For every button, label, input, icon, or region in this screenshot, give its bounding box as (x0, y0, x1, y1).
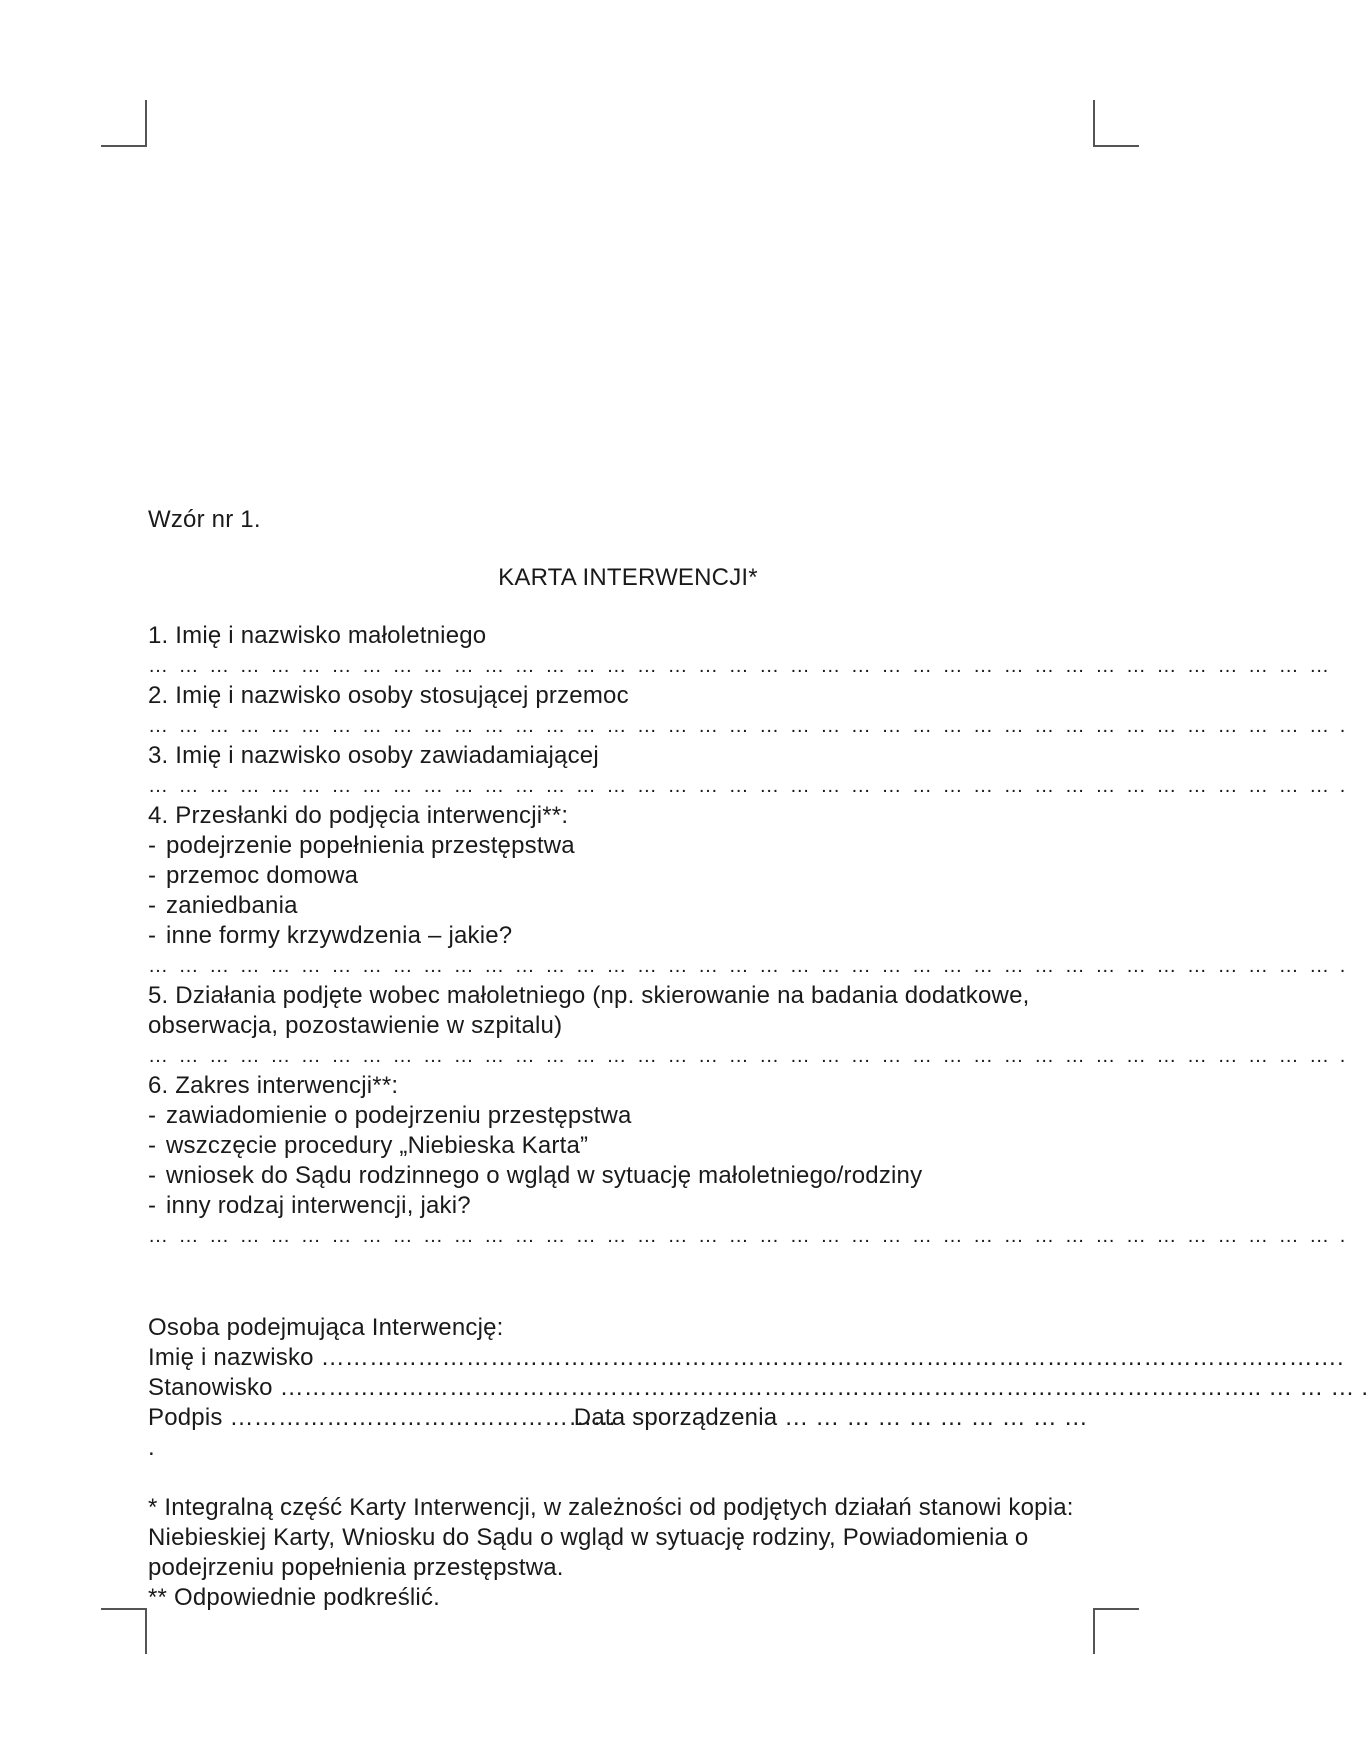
section-5-label: 5. Działania podjęte wobec małoletniego (np. skierowanie na badania dodatkowe, obserwacja, pozostawienie w szpitalu) (148, 982, 1030, 1039)
form-number: Wzór nr 1. (148, 506, 261, 533)
signature-name-label: Imię i nazwisko (148, 1344, 314, 1371)
section-4-label: 4. Przesłanki do podjęcia interwencji**: (148, 802, 569, 829)
signature-sign-field[interactable]: ………………………………………… (229, 1404, 617, 1431)
crop-mark-top-left-horizontal (101, 145, 147, 147)
section-6-option[interactable]: - wniosek do Sądu rodzinnego o wgląd w sytuację małoletniego/rodziny (148, 1162, 923, 1189)
signature-trailing-dot: . (148, 1434, 155, 1461)
section-4-fill-line[interactable]: … … … … … … … … … … … … … … … … … … … … … … … … … … … … … … … … … … … … … … … . (148, 955, 1348, 977)
signature-date-label: Data sporządzenia (573, 1404, 778, 1431)
section-3-fill-line[interactable]: … … … … … … … … … … … … … … … … … … … … … … … … … … … … … … … … … … … … … … … . (148, 775, 1348, 797)
section-5-fill-line[interactable]: … … … … … … … … … … … … … … … … … … … … … … … … … … … … … … … … … … … … … … … . (148, 1045, 1348, 1067)
crop-mark-bottom-right-vertical (1093, 1608, 1095, 1654)
form-title: KARTA INTERWENCJI* (498, 564, 758, 591)
signature-sign-row (148, 1403, 1088, 1433)
section-6-label: 6. Zakres interwencji**: (148, 1072, 399, 1099)
section-6-option[interactable]: - zawiadomienie o podejrzeniu przestępstwa (148, 1102, 632, 1129)
section-6-option[interactable]: - inny rodzaj interwencji, jaki? (148, 1192, 471, 1219)
signature-sign-label: Podpis (148, 1404, 223, 1431)
section-1-fill-line[interactable]: … … … … … … … … … … … … … … … … … … … … … … … … … … … … … … … … … … … … … … … (148, 655, 1332, 677)
signature-name-field[interactable]: ………………………………………………………………………………………………………………. (320, 1344, 1344, 1371)
section-2-label: 2. Imię i nazwisko osoby stosującej przemoc (148, 682, 629, 709)
footnote-integral: * Integralną część Karty Interwencji, w zależności od podjętych działań stanowi kopia: Niebieskiej Karty, Wniosku do Sądu o wgląd w sytuację rodziny, Powiadomienia o podejrzeniu popełnienia przestępstwa. (148, 1494, 1074, 1581)
signature-position-label: Stanowisko (148, 1374, 273, 1401)
crop-mark-top-right-vertical (1093, 100, 1095, 146)
section-6-fill-line[interactable]: … … … … … … … … … … … … … … … … … … … … … … … … … … … … … … … … … … … … … … … . (148, 1225, 1348, 1247)
section-4-option[interactable]: - podejrzenie popełnienia przestępstwa (148, 832, 575, 859)
signature-date-field[interactable]: … … … … … … … … … … (784, 1404, 1088, 1431)
crop-mark-bottom-right-horizontal (1093, 1608, 1139, 1610)
section-4-option[interactable]: - zaniedbania (148, 892, 298, 919)
signature-position-row (148, 1373, 1368, 1403)
signature-name-row (148, 1343, 1344, 1373)
section-4-option[interactable]: - inne formy krzywdzenia – jakie? (148, 922, 513, 949)
crop-mark-top-right-horizontal (1093, 145, 1139, 147)
document-body (148, 505, 1368, 1613)
crop-mark-bottom-left-horizontal (101, 1608, 147, 1610)
section-1-label: 1. Imię i nazwisko małoletniego (148, 622, 487, 649)
section-6-option[interactable]: - wszczęcie procedury „Niebieska Karta” (148, 1132, 589, 1159)
section-3-label: 3. Imię i nazwisko osoby zawiadamiającej (148, 742, 599, 769)
crop-mark-top-left-vertical (145, 100, 147, 146)
crop-mark-bottom-left-vertical (145, 1608, 147, 1654)
signature-position-field[interactable]: ………………………………………………………………………………………………………….. … … … . (279, 1374, 1368, 1401)
section-4-option[interactable]: - przemoc domowa (148, 862, 359, 889)
footnote-underline: ** Odpowiednie podkreślić. (148, 1584, 441, 1611)
signature-heading: Osoba podejmująca Interwencję: (148, 1314, 504, 1341)
section-2-fill-line[interactable]: … … … … … … … … … … … … … … … … … … … … … … … … … … … … … … … … … … … … … … … . (148, 715, 1348, 737)
